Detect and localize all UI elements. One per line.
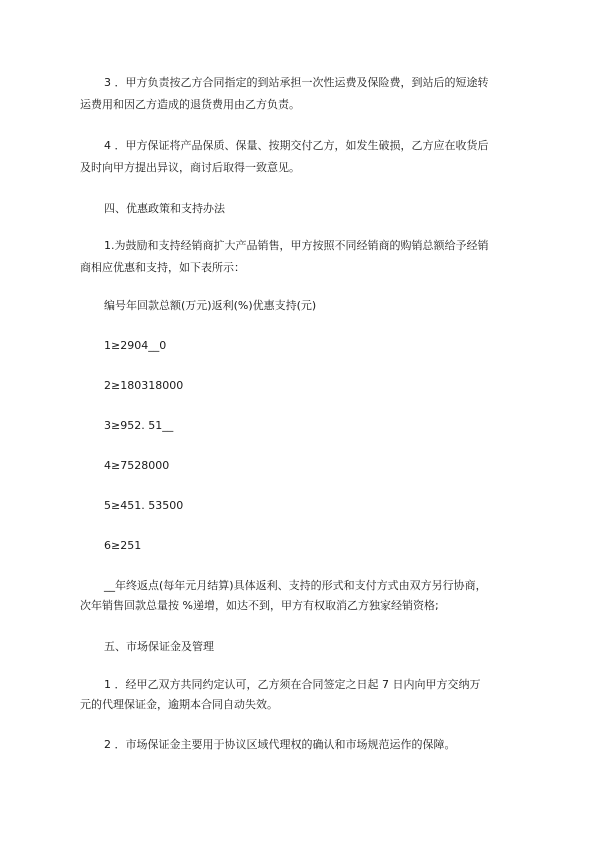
section-5-heading: 五、市场保证金及管理 bbox=[104, 640, 214, 653]
item-1-line-1: 1.为鼓励和支持经销商扩大产品销售，甲方按照不同经销商的购销总额给予经销 bbox=[104, 239, 489, 252]
table-row: 4≥7528000 bbox=[104, 459, 170, 472]
section-5-item-1-line-2: 元的代理保证金，逾期本合同自动失效。 bbox=[80, 698, 278, 711]
clause-4-line-2: 及时向甲方提出异议，商讨后取得一致意见。 bbox=[80, 161, 300, 174]
section-5-item-2: 2 ．市场保证金主要用于协议区域代理权的确认和市场规范运作的保障。 bbox=[104, 738, 456, 751]
rebate-note-line-1: __年终返点(每年元月结算)具体返利、支持的形式和支付方式由双方另行协商， bbox=[104, 579, 487, 592]
clause-3-line-1: 3 ．甲方负责按乙方合同指定的到站承担一次性运费及保险费，到站后的短途转 bbox=[104, 76, 489, 89]
clause-4-line-1: 4 ．甲方保证将产品保质、保量、按期交付乙方，如发生破损，乙方应在收货后 bbox=[104, 139, 489, 152]
table-header: 编号年回款总额(万元)返利(%)优惠支持(元) bbox=[104, 299, 317, 312]
table-row: 1≥2904__0 bbox=[104, 339, 167, 352]
section-5-item-1-line-1: 1 ．经甲乙双方共同约定认可，乙方须在合同签定之日起 7 日内向甲方交纳万 bbox=[104, 678, 481, 691]
table-row: 6≥251 bbox=[104, 539, 142, 552]
clause-3-line-2: 运费用和因乙方造成的退货费用由乙方负责。 bbox=[80, 98, 300, 111]
table-row: 2≥180318000 bbox=[104, 379, 184, 392]
table-row: 3≥952. 51__ bbox=[104, 419, 174, 432]
section-4-heading: 四、优惠政策和支持办法 bbox=[104, 202, 225, 215]
item-1-line-2: 商相应优惠和支持，如下表所示： bbox=[80, 261, 245, 274]
table-row: 5≥451. 53500 bbox=[104, 499, 184, 512]
rebate-note-line-2: 次年销售回款总量按 %递增，如达不到，甲方有权取消乙方独家经销资格; bbox=[80, 599, 439, 612]
